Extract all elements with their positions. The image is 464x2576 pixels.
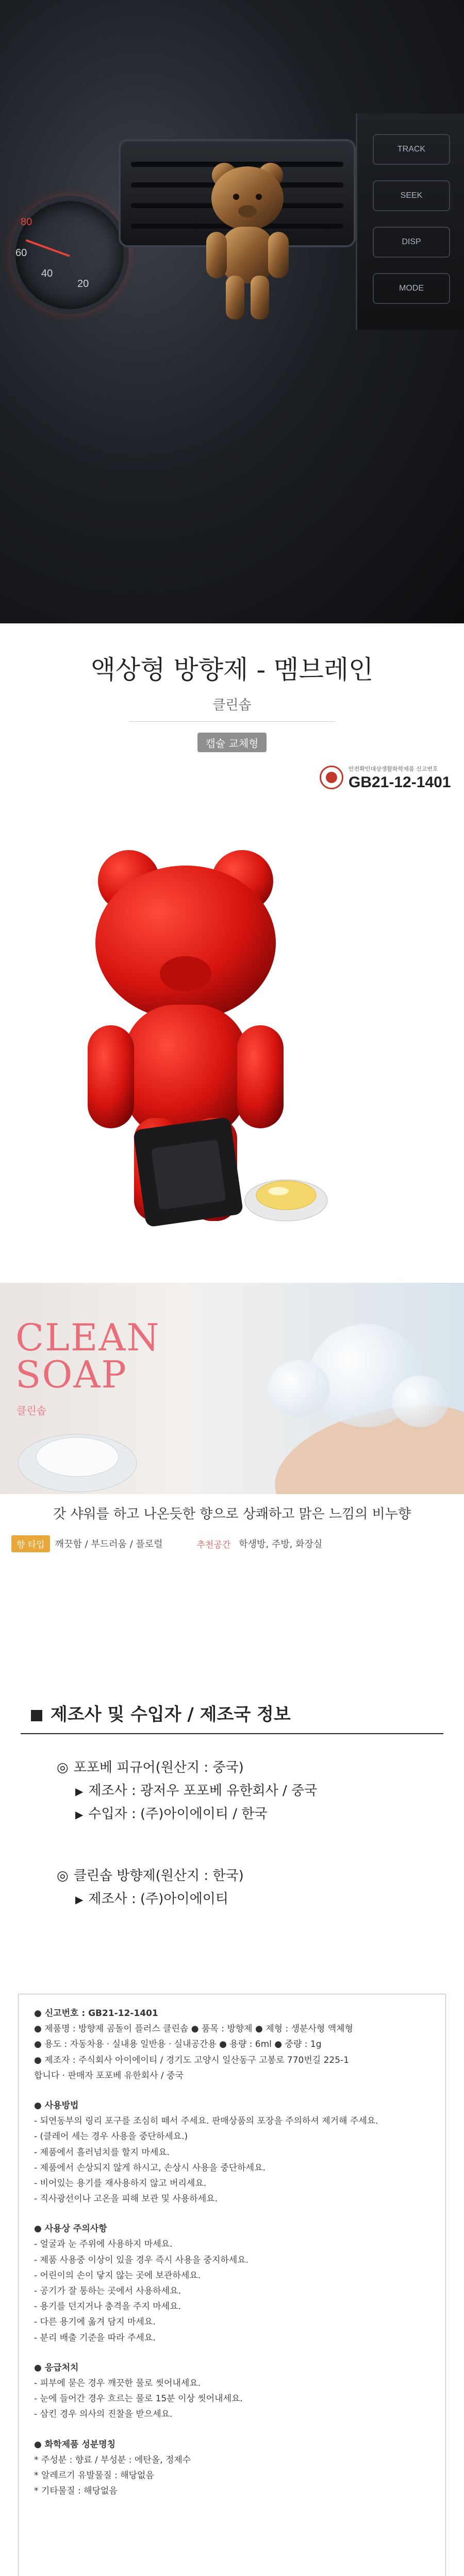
product-title: 액상형 방향제 - 멤브레인 [90, 655, 374, 685]
panel-button: DISP [373, 227, 450, 258]
group-head: ◎ 포포베 피규어(원산지 : 중국) [57, 1757, 317, 1776]
vent-clip-inner [151, 1139, 226, 1210]
info-line: - 삼킨 경우 의사의 진찰을 받으세요. [34, 2409, 173, 2420]
bronze-bear-figure [196, 155, 299, 325]
cert-mark-icon [320, 766, 343, 789]
membrane-capsule [242, 1164, 330, 1226]
gauge-number: 60 [15, 247, 27, 259]
spacer [34, 2424, 430, 2435]
spacer [34, 2347, 430, 2358]
scent-title-line: SOAP [15, 1353, 127, 1396]
gauge-number: 20 [77, 278, 89, 290]
divider [21, 1733, 443, 1734]
spacer [34, 2084, 430, 2096]
divider [129, 721, 335, 722]
info-line: - 다른 용기에 옮겨 담지 마세요. [34, 2317, 156, 2328]
info-line: - 용기를 던지거나 충격을 주지 마세요. [34, 2301, 181, 2312]
info-line: ● 용도 : 자동차용 · 실내용 일반용 · 실내공간용 ● 용량 : 6ml ● 중량 : 1g [34, 2039, 322, 2050]
vent-clip [133, 1117, 244, 1228]
gauge-needle [26, 239, 70, 257]
scent-banner [0, 1283, 464, 1494]
recommend-label: 추천공간 [194, 1535, 234, 1552]
soap-bubble [392, 1376, 449, 1427]
info-line: - 얼굴과 눈 주위에 사용하지 마세요. [34, 2239, 173, 2250]
info-line: - 제품에서 흘러넘치를 할지 마세요. [34, 2147, 170, 2158]
info-heading: ● 응급처치 [34, 2362, 79, 2373]
speedometer-gauge [10, 196, 129, 314]
scent-title-line: CLEAN [15, 1316, 160, 1359]
info-line: - 공기가 잘 통하는 곳에서 사용하세요. [34, 2286, 181, 2296]
soap-bubble [268, 1360, 330, 1417]
scent-tags [11, 1533, 455, 1554]
gauge-red-number: 80 [21, 216, 32, 228]
note-label: 향 타입 [11, 1535, 50, 1552]
info-line: - (클레어 세는 경우 사용을 중단하세요.) [34, 2131, 188, 2142]
info-line: - 피부에 묻은 경우 깨끗한 물로 씻어내세요. [34, 2378, 201, 2388]
cert-caption: 안전확인대상생활화학제품 신고번호 [349, 766, 438, 772]
scent-tagline: 갓 샤워를 하고 나온듯한 향으로 상쾌하고 맑은 느낌의 비누향 [53, 1506, 411, 1522]
info-line: * 주성분 : 향료 / 부성분 : 에탄올, 정제수 [34, 2454, 191, 2465]
group-row: ▶ 제조사 : 광저우 포포베 유한회사 / 중국 [75, 1780, 317, 1799]
group-head: ◎ 클린솝 방향제(원산지 : 한국) [57, 1865, 244, 1884]
info-heading: ● 사용방법 [34, 2100, 79, 2111]
info-heading: ● 화학제품 성분명칭 [34, 2439, 116, 2450]
info-line: - 제품에서 손상되지 않게 하시고, 손상시 사용을 중단하세요. [34, 2162, 266, 2173]
info-line: - 눈에 들어간 경우 흐르는 물로 15분 이상 씻어내세요. [34, 2394, 243, 2404]
cert-code: GB21-12-1401 [349, 774, 451, 791]
scent-korean-name: 클린솝 [16, 1404, 46, 1417]
info-line: - 분리 배출 기준을 따라 주세요. [34, 2332, 156, 2343]
product-scent: 클린솝 [212, 698, 252, 713]
panel-button: MODE [373, 273, 450, 304]
info-line: * 기타물질 : 해당없음 [34, 2486, 118, 2497]
info-line: - 직사광선이나 고온을 피해 보관 및 사용하세요. [34, 2194, 218, 2205]
info-line: ● 제조자 : 주식회사 아이에이티 / 경기도 고양시 일산동구 고봉로 770번길 225-1 [34, 2055, 349, 2065]
recommend-value: 학생방, 주방, 화장실 [239, 1539, 323, 1550]
panel-button: SEEK [373, 180, 450, 211]
info-line: ● 제품명 : 방향제 곰돌이 플러스 클린솝 ● 품목 : 방향제 ● 제형 : 생분사형 액체형 [34, 2024, 353, 2035]
group-row: ▶ 수입자 : (주)아이에이티 / 한국 [75, 1803, 317, 1822]
product-title-section [0, 623, 464, 819]
capsule-closeup [15, 1422, 139, 1494]
info-line: - 비어있는 용기를 재사용하지 않고 버리세요. [34, 2178, 207, 2189]
info-line: - 되연동부의 링리 포구를 조심히 떼서 주세요. 판매상품의 포장을 주의하셔 제거해 주세요. [34, 2116, 378, 2127]
scent-title [15, 1316, 160, 1396]
info-line: * 알레르기 유발물질 : 해당없음 [34, 2470, 154, 2481]
info-line: ● 신고번호 : GB21-12-1401 [34, 2008, 158, 2019]
fragrance-origin-group [57, 1865, 244, 1907]
product-info-box [18, 1994, 446, 2576]
info-line: - 제품 사용중 이상이 있을 경우 즉시 사용을 중지하세요. [34, 2255, 249, 2265]
section-title: 제조사 및 수입자 / 제조국 정보 [31, 1700, 291, 1725]
spacer [34, 2208, 430, 2219]
info-line: 합니다 · 판매자 포포베 유한회사 / 중국 [34, 2070, 184, 2081]
figure-origin-group [57, 1757, 317, 1822]
note-value: 깨끗함 / 부드러움 / 플로럴 [55, 1539, 163, 1550]
refill-type-badge: 캡슐 교체형 [197, 733, 267, 752]
group-row: ▶ 제조사 : (주)아이에이티 [75, 1888, 244, 1907]
info-heading: ● 사용상 주의사항 [34, 2224, 107, 2234]
product-shot [0, 819, 464, 1283]
gauge-number: 40 [41, 268, 53, 279]
safety-cert [320, 762, 459, 793]
console-panel [356, 113, 464, 330]
hero-dashboard-photo [0, 0, 464, 623]
info-line: - 어린이의 손이 닿지 않는 곳에 보관하세요. [34, 2270, 201, 2281]
panel-button: TRACK [373, 134, 450, 165]
